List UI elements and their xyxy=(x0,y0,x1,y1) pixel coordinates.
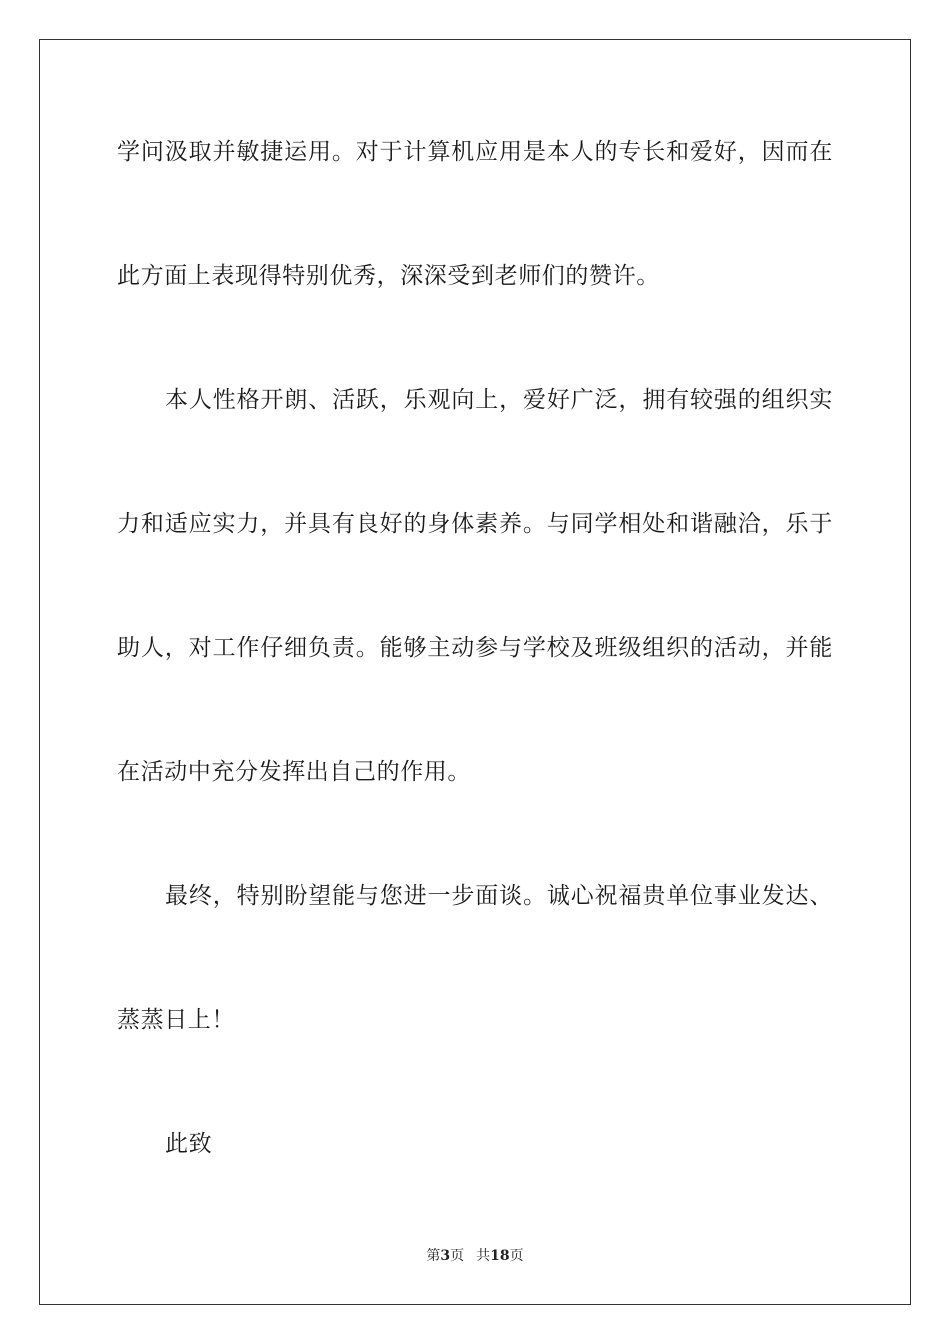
page-border xyxy=(39,39,911,1305)
body-line-1: 学问汲取并敏捷运用。对于计算机应用是本人的专长和爱好，因而在 xyxy=(117,139,833,165)
page-number: 3 xyxy=(440,1248,451,1264)
page-footer xyxy=(0,1246,950,1266)
page-prefix: 第 xyxy=(426,1248,441,1264)
total-suffix: 页 xyxy=(509,1248,524,1264)
closing-salutation: 此致 xyxy=(165,1131,213,1157)
body-line-4: 力和适应实力，并具有良好的身体素养。与同学相处和谐融洽，乐于 xyxy=(117,511,833,537)
body-line-8: 蒸蒸日上！ xyxy=(117,1007,235,1033)
page-suffix: 页 xyxy=(450,1248,465,1264)
body-line-2: 此方面上表现得特别优秀，深深受到老师们的赞许。 xyxy=(117,263,660,289)
body-line-7: 最终，特别盼望能与您进一步面谈。诚心祝福贵单位事业发达、 xyxy=(165,883,833,909)
body-line-3: 本人性格开朗、活跃，乐观向上，爱好广泛，拥有较强的组织实 xyxy=(165,387,833,413)
total-prefix: 共 xyxy=(476,1248,491,1264)
total-pages: 18 xyxy=(490,1248,510,1264)
body-line-5: 助人，对工作仔细负责。能够主动参与学校及班级组织的活动，并能 xyxy=(117,635,833,661)
body-line-6: 在活动中充分发挥出自己的作用。 xyxy=(117,759,471,785)
